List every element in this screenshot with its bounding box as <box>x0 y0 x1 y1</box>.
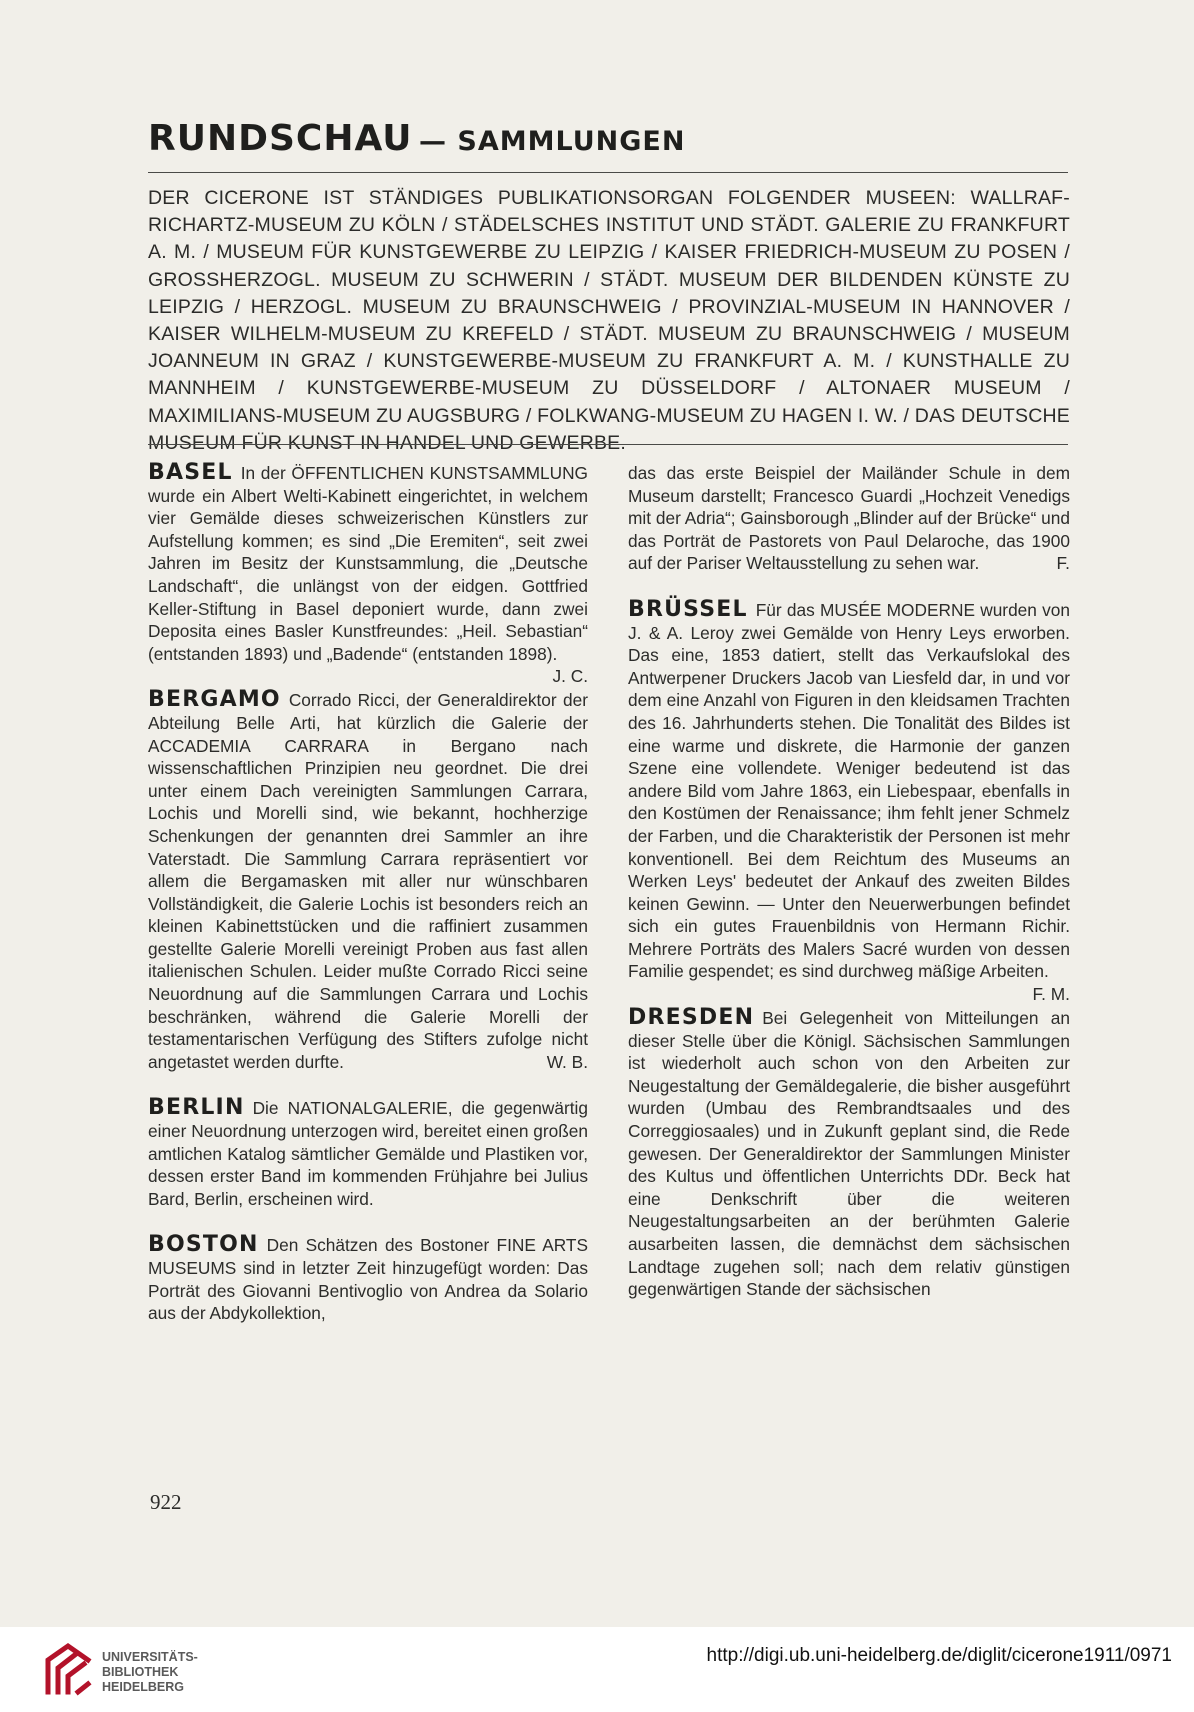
article-text: In der ÖFFENTLICHEN KUNSTSAMMLUNG wurde ein Albert Welti-Kabinett eingerichtet, in welchem vier Gemälde dieses schweizerischen Künstlers zur Aufstellung kommen; es sind „Die Eremiten“, seit zwei Jahren im Besitz der Kunstsammlung, die „Deutsche Landschaft“, die unlängst von der eidgen. Gottfried Keller-Stiftung in Basel deponiert wurde, dann zwei Deposita eines Basler Kunstfreundes: „Heil. Sebastian“ (entstanden 1893) und „Badende“ (entstanden 1898). <box>148 463 588 664</box>
library-name <box>102 1650 198 1695</box>
article-text: Corrado Ricci, der Generaldirektor der Abteilung Belle Arti, hat kürzlich die Galerie der ACCADEMIA CARRARA in Bergano nach wissenschaftlichen Prinzipien neu geordnet. Die drei unter einem Dach vereinigten Sammlungen Carrara, Lochis und Morelli sind, wie bekannt, hochherzige Schenkungen der genannten drei Sammler an ihre Vaterstadt. Die Sammlung Carrara repräsentiert vor allem die Bergamasken mit aller nur wünschbaren Vollständigkeit, die Galerie Lochis ist besonders reich an kleinen Kabinettstücken und die raffiniert zusammen gestellte Galerie Morelli vereinigt Proben aus fast allen italienischen Schulen. Leider mußte Corrado Ricci seine Neuordnung auf die Sammlungen Carrara und Lochis beschränken, während die Galerie Morelli der testamentarischen Verfügung des Stifters zufolge nicht angetastet werden durfte. <box>148 690 588 1072</box>
title-sub: — SAMMLUNGEN <box>419 126 686 157</box>
article-text: Bei Gelegenheit von Mitteilungen an dieser Stelle über die Königl. Sächsischen Sammlungen ist wiederholt auch schon von den Arbeiten zur Neugestaltung der Gemäldegalerie, die bisher ausgeführt wurden (Umbau des Rembrandtsaales und des Correggiosaales) und in Zukunft geplant sind, die Rede gewesen. Der Generaldirektor der Sammlungen Minister des Kultus und öffentlichen Unterrichts DDr. Beck hat eine Denkschrift über die weiteren Neugestaltungsarbeiten an der berühmten Galerie ausarbeiten lassen, die demnächst dem sächsischen Landtage zugehen soll; nach dem relativ günstigen gegenwärtigen Stande der sächsischen <box>628 1008 1070 1300</box>
city-heading: BRÜSSEL <box>628 596 748 622</box>
article-entry <box>628 596 1070 1005</box>
city-heading: DRESDEN <box>628 1005 755 1031</box>
library-name-line: HEIDELBERG <box>102 1680 184 1694</box>
page-number: 922 <box>150 1490 182 1514</box>
article-text: das das erste Beispiel der Mailänder Schule in dem Museum darstellt; Francesco Guardi „Hochzeit Venedigs mit der Adria“; Gainsborough „Blinder auf der Brücke“ und das Porträt de Pastorets von Paul Delaroche, das 1900 auf der Pariser Weltausstellung zu sehen war. <box>628 463 1070 574</box>
library-name-line: UNIVERSITÄTS- <box>102 1650 198 1664</box>
top-rule <box>148 172 1068 173</box>
city-heading: BASEL <box>148 460 233 485</box>
article-entry <box>628 1007 1070 1301</box>
article-text: Den Schätzen des Bostoner FINE ARTS MUSEUMS sind in letzter Zeit hinzugefügt worden: Das Porträt des Giovanni Bentivoglio von Andrea da Solario aus der Abdykollektion, <box>148 1235 588 1324</box>
article-entry <box>148 460 588 687</box>
author-initials: F. <box>1056 553 1070 574</box>
library-name-line: BIBLIOTHEK <box>102 1665 179 1679</box>
article-entry <box>148 689 588 1073</box>
article-entry <box>148 1234 588 1324</box>
source-url-link[interactable]: http://digi.ub.uni-heidelberg.de/diglit/cicerone1911/0971 <box>706 1645 1172 1666</box>
author-initials: J. C. <box>552 666 588 687</box>
article-entry <box>148 1097 588 1210</box>
article-text: Die NATIONALGALERIE, die gegenwärtig einer Neuordnung unterzogen wird, bereitet einen großen amtlichen Katalog sämtlicher Gemälde und Plastiken vor, dessen erster Band im kommenden Frühjahre bei Julius Bard, Berlin, erscheinen wird. <box>148 1098 588 1209</box>
city-heading: BERLIN <box>148 1095 245 1121</box>
title-main: RUNDSCHAU <box>148 118 413 159</box>
article-text: Für das MUSÉE MODERNE wurden von J. & A. Leroy zwei Gemälde von Henry Leys erworben. Das eine, 1853 datiert, stellt das Verkaufslokal des Antwerpener Druckers Jacob van Liesfeld dar, in und vor dem eine Anzahl von Figuren in den kleidsamen Trachten des 16. Jahrhunderts stehen. Die Tonalität des Bildes ist eine warme und diskrete, die Harmonie der ganzen Szene eine vollendete. Weniger bedeutend ist das andere Bild vom Jahre 1863, ein Liebespaar, ebenfalls in den Kostümen der Renaissance; ihm fehlt jener Schmelz der Farben, und die Charakteristik der Personen ist mehr konventionell. Bei dem Reichtum des Museums an Werken Leys' bedeutet der Ankauf des zweiten Bildes keinen Gewinn. — Unter den Neuerwerbungen befindet sich ein gutes Frauenbildnis von Hermann Richir. Mehrere Porträts des Malers Sacré wurden von dessen Familie gespendet; es sind durchweg mäßige Arbeiten. <box>628 599 1070 982</box>
right-column <box>628 462 1070 1325</box>
university-library-logo-icon <box>42 1640 94 1698</box>
page-title <box>148 118 1068 159</box>
intro-paragraph: DER CICERONE IST STÄNDIGES PUBLIKATIONSORGAN FOLGENDER MUSEEN: WALLRAF-RICHARTZ-MUSEUM ZU KÖLN / STÄDELSCHES INSTITUT UND STÄDT. GALERIE ZU FRANKFURT A. M. / MUSEUM FÜR KUNSTGEWERBE ZU LEIPZIG / KAISER FRIEDRICH-MUSEUM ZU POSEN / GROSSHERZOGL. MUSEUM ZU SCHWERIN / STÄDT. MUSEUM DER BILDENDEN KÜNSTE ZU LEIPZIG / HERZOGL. MUSEUM ZU BRAUNSCHWEIG / PROVINZIAL-MUSEUM IN HANNOVER / KAISER WILHELM-MUSEUM ZU KREFELD / STÄDT. MUSEUM ZU BRAUNSCHWEIG / MUSEUM JOANNEUM IN GRAZ / KUNSTGEWERBE-MUSEUM ZU FRANKFURT A. M. / KUNSTHALLE ZU MANNHEIM / KUNSTGEWERBE-MUSEUM ZU DÜSSELDORF / ALTONAER MUSEUM / MAXIMILIANS-MUSEUM ZU AUGSBURG / FOLKWANG-MUSEUM ZU HAGEN I. W. / DAS DEUTSCHE MUSEUM FÜR KUNST IN HANDEL UND GEWERBE. <box>148 187 1070 454</box>
left-column <box>148 462 588 1349</box>
author-initials: W. B. <box>546 1051 588 1072</box>
city-heading: BERGAMO <box>148 687 281 713</box>
article-entry <box>628 462 1070 575</box>
middle-rule <box>148 444 1068 445</box>
city-heading: BOSTON <box>148 1232 259 1258</box>
author-initials: F. M. <box>1032 984 1070 1005</box>
